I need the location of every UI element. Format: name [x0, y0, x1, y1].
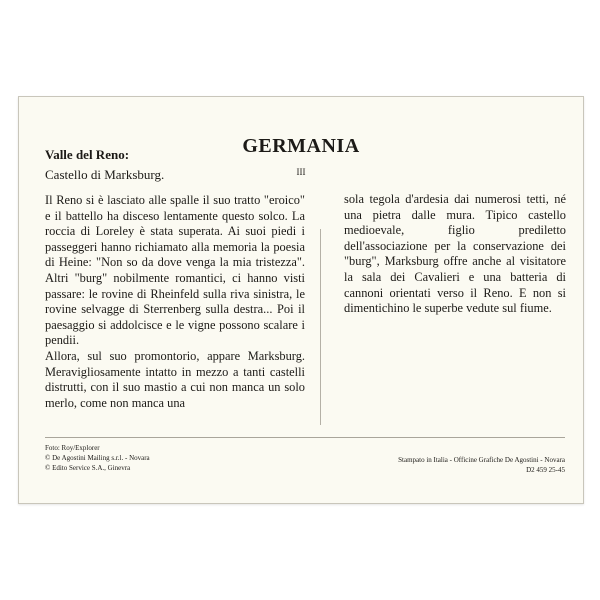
postcard-back	[18, 96, 584, 504]
credit-line: Foto: Roy/Explorer	[45, 444, 100, 452]
credit-line: © Edito Service S.A., Ginevra	[45, 464, 131, 472]
text-column-left	[45, 193, 305, 421]
photo-credits	[45, 443, 150, 473]
print-info	[398, 455, 565, 475]
section-subtitle: Castello di Marksburg.	[45, 167, 165, 182]
paragraph: Allora, sul suo promontorio, appare Marksburg. Meravigliosamente intatto in mezzo a tanti castelli distrutti, con il suo mastio a cui non manca un solo merlo, come non manca una	[45, 348, 305, 410]
page-title: GERMANIA	[242, 135, 360, 157]
printer-line: Stampato in Italia - Officine Grafiche De Agostini - Novara	[398, 456, 565, 464]
paragraph: Il Reno si è lasciato alle spalle il suo tratto "eroico" e il battello ha disceso lentamente questo solco. La roccia di Loreley è stata superata. Ai suoi piedi i passeggeri hanno richiamato alla memoria la poesia di Heine: "Non so da dove venga la mia tristezza". Altri "burg" nobilmente romantici, ci hanno visti passare: le rovine di Rheinfeld sulla riva sinistra, le rovine selvagge di Sterrenberg sulla destra... Poi il paesaggio si addolcisce e le vigne possono scalare i pendii.	[45, 193, 305, 348]
section-title: Valle del Reno:	[45, 147, 130, 162]
text-column-right	[344, 192, 566, 317]
credit-line: © De Agostini Mailing s.r.l. - Novara	[45, 454, 150, 462]
page-marker: III	[296, 167, 306, 177]
product-code: D2 459 25-45	[526, 466, 565, 474]
paragraph: sola tegola d'ardesia dai numerosi tetti, né una pietra dalle mura. Tipico castello medioevale, figlio prediletto dell'associazione per la conservazione dei "burg", Marksburg offre anche al visitatore la sala dei Cavalieri e una batteria di cannoni orientati verso il Reno. E non si dimentichino le superbe vedute sul fiume.	[344, 192, 566, 316]
footer-rule	[45, 437, 565, 438]
column-divider	[320, 229, 321, 425]
